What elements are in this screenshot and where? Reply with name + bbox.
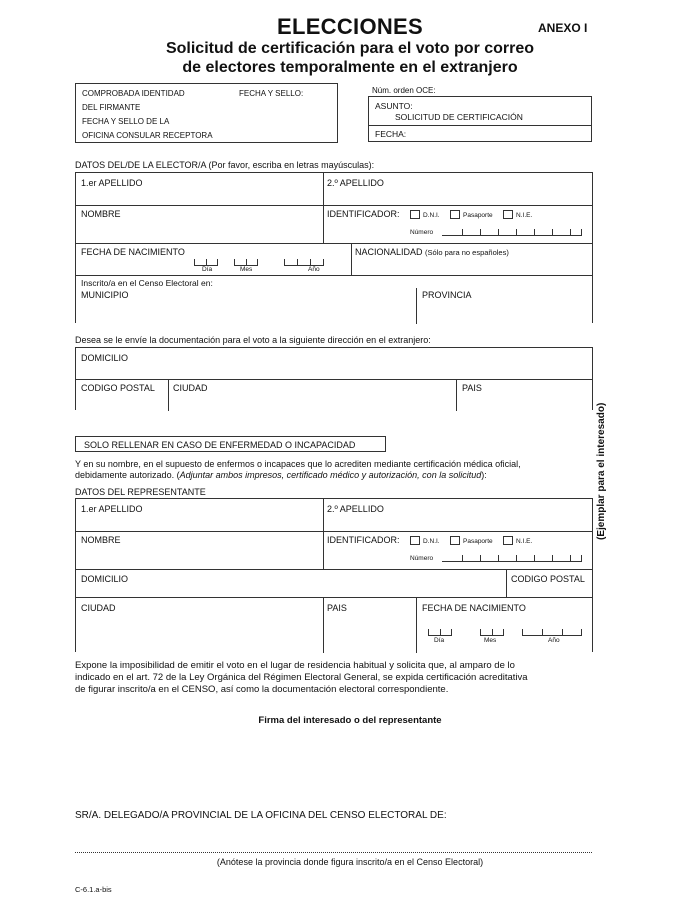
address-heading: Desea se le envíe la documentación para el voto a la siguiente dirección en el extranjero: xyxy=(75,335,431,345)
elector-nie-label: N.I.E. xyxy=(516,212,533,219)
form-code: C-6.1.a-bis xyxy=(75,885,112,894)
asunto-label: ASUNTO: xyxy=(375,101,413,111)
rep-ciudad-label: CIUDAD xyxy=(81,603,116,613)
order-box xyxy=(368,96,592,142)
rep-nie-checkbox[interactable] xyxy=(503,536,513,545)
elector-apellido1-label: 1.er APELLIDO xyxy=(81,178,143,188)
expone-line-1: Expone la imposibilidad de emitir el voto en el lugar de residencia habitual y solicita que, al amparo de lo xyxy=(75,660,515,671)
elector-nombre-label: NOMBRE xyxy=(81,209,121,219)
delegado-label: SR/A. DELEGADO/A PROVINCIAL DE LA OFICINA DEL CENSO ELECTORAL DE: xyxy=(75,810,447,821)
elector-dia-field[interactable] xyxy=(194,259,218,266)
elector-fecha-nac-label: FECHA DE NACIMIENTO xyxy=(81,247,185,257)
rep-apellido1-label: 1.er APELLIDO xyxy=(81,504,143,514)
address-domicilio-label: DOMICILIO xyxy=(81,353,129,363)
fecha-label: FECHA: xyxy=(375,129,407,139)
firma-label: Firma del interesado o del representante xyxy=(258,715,442,726)
illness-banner: SOLO RELLENAR EN CASO DE ENFERMEDAD O INCAPACIDAD xyxy=(75,436,386,452)
address-pais-label: PAIS xyxy=(462,383,482,393)
provincia-note: (Anótese la provincia donde figura inscrito/a en el Censo Electoral) xyxy=(216,857,484,867)
provincia-field[interactable] xyxy=(75,852,592,853)
elector-pasaporte-checkbox[interactable] xyxy=(450,210,460,219)
elector-pasaporte-label: Pasaporte xyxy=(463,212,493,219)
elector-identificador-label: IDENTIFICADOR: xyxy=(327,209,400,219)
rep-dni-checkbox[interactable] xyxy=(410,536,420,545)
elector-anio-field[interactable] xyxy=(284,259,324,266)
rep-pais-label: PAIS xyxy=(327,603,347,613)
anexo-label: ANEXO I xyxy=(538,21,588,35)
elector-section xyxy=(75,172,593,323)
vertical-note: (Ejemplar para el interesado) xyxy=(596,402,607,540)
rep-nombre-label: NOMBRE xyxy=(81,535,121,545)
elector-dni-label: D.N.I. xyxy=(423,212,440,219)
order-number-label: Núm. orden OCE: xyxy=(372,86,436,95)
form-subtitle xyxy=(0,39,700,77)
datos-representante-label: DATOS DEL REPRESENTANTE xyxy=(75,487,206,497)
rep-dni-label: D.N.I. xyxy=(423,538,440,545)
elector-mes-field[interactable] xyxy=(234,259,258,266)
elector-nacionalidad-label: NACIONALIDAD (Sólo para no españoles) xyxy=(355,247,509,257)
rep-mes-label: Mes xyxy=(484,637,497,644)
rep-mes-field[interactable] xyxy=(480,629,504,636)
address-section xyxy=(75,347,593,410)
elector-dni-checkbox[interactable] xyxy=(410,210,420,219)
elector-anio-label: Año xyxy=(308,266,320,273)
rep-pasaporte-checkbox[interactable] xyxy=(450,536,460,545)
rep-domicilio-label: DOMICILIO xyxy=(81,574,129,584)
office-line-1: COMPROBADA IDENTIDAD xyxy=(82,89,185,98)
address-ciudad-label: CIUDAD xyxy=(173,383,208,393)
illness-text-1: Y en su nombre, en el supuesto de enfermos o incapaces que lo acrediten mediante certificación médica oficial, xyxy=(75,459,521,469)
elector-nie-checkbox[interactable] xyxy=(503,210,513,219)
asunto-value: SOLICITUD DE CERTIFICACIÓN xyxy=(395,112,523,122)
rep-numero-label: Número xyxy=(410,555,434,562)
elector-heading: DATOS DEL/DE LA ELECTOR/A (Por favor, escriba en letras mayúsculas): xyxy=(75,160,375,170)
representative-section xyxy=(75,498,593,652)
rep-anio-label: Año xyxy=(548,637,560,644)
rep-anio-field[interactable] xyxy=(522,629,582,636)
rep-nie-label: N.I.E. xyxy=(516,538,533,545)
subtitle-line-2: de electores temporalmente en el extranjero xyxy=(182,59,518,76)
illness-text-2: debidamente autorizado. (Adjuntar ambos impresos, certificado médico y autorización, con la solicitud): xyxy=(75,470,487,480)
address-cp-label: CODIGO POSTAL xyxy=(81,383,155,393)
form-title: ELECCIONES xyxy=(276,14,424,39)
elector-inscrito-label: Inscrito/a en el Censo Electoral en: xyxy=(81,278,213,288)
elector-mes-label: Mes xyxy=(240,266,253,273)
rep-apellido2-label: 2.º APELLIDO xyxy=(327,504,384,514)
elector-provincia-label: PROVINCIA xyxy=(422,290,472,300)
office-stamp-box xyxy=(75,83,338,143)
expone-line-2: indicado en el art. 72 de la Ley Orgánica del Régimen Electoral General, se expida certificación acreditativa xyxy=(75,672,528,683)
stamp-label: FECHA Y SELLO: xyxy=(239,89,304,98)
elector-dia-label: Día xyxy=(202,266,213,273)
rep-dia-label: Día xyxy=(434,637,445,644)
elector-apellido2-label: 2.º APELLIDO xyxy=(327,178,384,188)
rep-numero-field[interactable] xyxy=(442,555,582,562)
rep-identificador-label: IDENTIFICADOR: xyxy=(327,535,400,545)
rep-fecha-nac-label: FECHA DE NACIMIENTO xyxy=(422,603,526,613)
elector-numero-label: Número xyxy=(410,229,434,236)
rep-dia-field[interactable] xyxy=(428,629,452,636)
elector-numero-field[interactable] xyxy=(442,229,582,236)
rep-cp-label: CODIGO POSTAL xyxy=(511,574,585,584)
subtitle-line-1: Solicitud de certificación para el voto por correo xyxy=(165,40,535,57)
rep-pasaporte-label: Pasaporte xyxy=(463,538,493,545)
office-line-4: OFICINA CONSULAR RECEPTORA xyxy=(82,131,213,140)
office-line-3: FECHA Y SELLO DE LA xyxy=(82,117,170,126)
office-line-2: DEL FIRMANTE xyxy=(82,103,141,112)
expone-line-3: de figurar inscrito/a en el CENSO, así como la documentación electoral correspondiente. xyxy=(75,684,449,695)
elector-municipio-label: MUNICIPIO xyxy=(81,290,129,300)
